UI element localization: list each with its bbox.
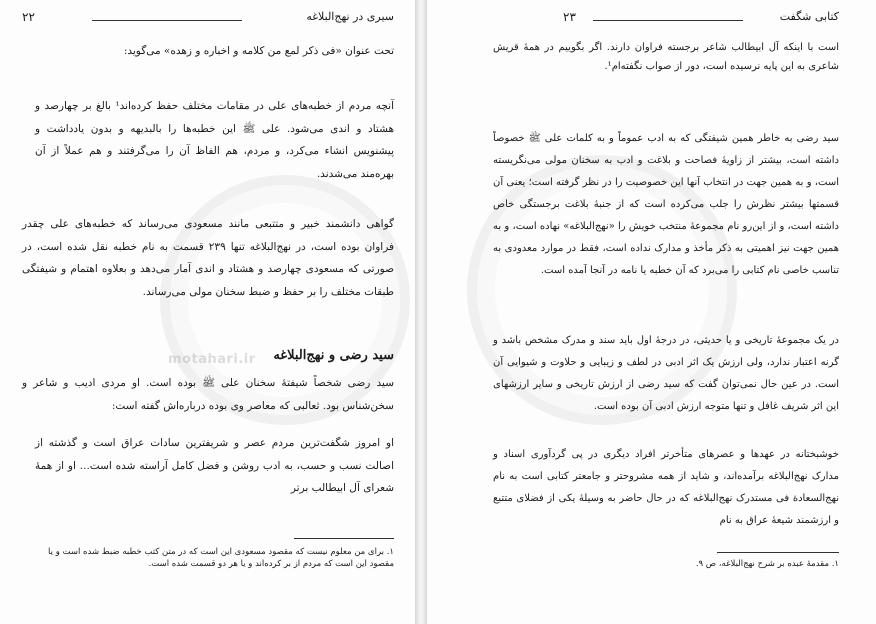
- paragraph-4: خوشبختانه در عهدها و عصرهای متأخرتر افراد دیگری در پی گردآوری اسناد و مدارک نهج‌البلاغه برآمده‌اند، و شاید از همه مشروحتر و جامعتر کتابی است به نام نهج‌السعادة فی مستدرک نهج‌البلاغه که در حال حاضر به وسیلهٔ یکی از فضلای متتبع و ارزشمند شیعهٔ عراق به نام: [493, 449, 839, 526]
- page-number: ۲۳: [563, 10, 576, 24]
- quote-masoudi: آنچه مردم از خطبه‌های علی در مقامات مختلف حفظ کرده‌اند¹ بالغ بر چهارصد و هشتاد و اندی می‌شود. علی ﷺ این خطبه‌ها را بالبدیهه و بدون یادداشت و پیشنویس انشاء می‌کرد، و مردم، هم الفاظ آن را می‌گرفتند و هم عملاً از آن بهره‌مند می‌شدند.: [35, 100, 395, 180]
- paragraph-masoudi: گواهی دانشمند خبیر و متتبعی مانند مسعودی می‌رساند که خطبه‌های علی چقدر فراوان بوده است، در نهج‌البلاغه تنها ۲۳۹ قسمت به نام خطبه نقل شده است، در صورتی که مسعودی چهارصد و هشتاد و اندی آمار می‌دهد و بعلاوه اهتمام و شیفتگی طبقات مختلف را بر حفظ و ضبط سخنان مولی می‌رساند.: [22, 218, 395, 298]
- paragraph-3: در یک مجموعهٔ تاریخی و یا حدیثی، در درجهٔ اول باید سند و مدرک مشخص باشد و گرنه اعتبار ندارد، ولی ارزش یک اثر ادبی در لطف و زیبایی و حلاوت و شیوایی آن است. در عین حال نمی‌توان گفت که سید رضی از ارزش تاریخی و سایر ارزشهای این اثر شریف غافل و تنها متوجه ارزش ادبی آن بوده است.: [493, 335, 839, 412]
- header-rule: [593, 20, 743, 21]
- running-title: سیری در نهج‌البلاغه: [306, 10, 394, 23]
- footnote-rule: [717, 552, 839, 553]
- paragraph-sayyid-razi: سید رضی شخصاً شیفتهٔ سخنان علی ﷺ بوده است. او مردی ادیب و شاعر و سخن‌شناس بود. ثعالبی که معاصر وی بوده درباره‌اش گفته است:: [22, 377, 394, 412]
- watermark-url: motahari.ir: [168, 352, 256, 367]
- paragraph-1: است با اینکه آل ابیطالب شاعر برجسته فراوان دارند. اگر بگوییم در همهٔ قریش شاعری به این پایه نرسیده است، دور از صواب نگفته‌ام¹.: [493, 42, 839, 72]
- page-number: ۲۲: [22, 10, 35, 24]
- footnote: ۱. مقدمهٔ عبده بر شرح نهج‌البلاغه، ص ۹.: [695, 559, 839, 569]
- header-rule: [92, 20, 242, 21]
- left-page-header: [22, 10, 394, 28]
- right-page: [427, 0, 876, 624]
- running-title: کتابی شگفت: [779, 10, 839, 23]
- left-page: [0, 0, 415, 624]
- footnote: ۱. برای من معلوم نیست که مقصود مسعودی این است که در متن کتب خطبه ضبط شده است و یا مقصود این است که مردم از بر کرده‌اند و یا هر دو قسمت شده است.: [48, 547, 394, 569]
- section-heading: سید رضی و نهج‌البلاغه: [273, 348, 394, 363]
- paragraph-2: سید رضی به خاطر همین شیفتگی که به ادب عموماً و به کلمات علی ﷺ خصوصاً داشته است، بیشتر از زاویهٔ فصاحت و بلاغت و ادب به سخنان مولی می‌نگریسته است، و به همین جهت در انتخاب آنها این خصوصیت را در نظر گرفته است؛ یعنی آن قسمتها بیشتر نظرش را جلب می‌کرده است که از جنبهٔ بلاغت برجستگی خاص داشته است، و از این‌رو نام مجموعهٔ منتخب خویش را «نهج‌البلاغه» نهاده است، و به همین جهت نیز اهمیتی به ذکر مأخذ و مدارک نداده است، فقط در موارد معدودی به تناسب خاصی نام کتابی را می‌برد که آن خطبه یا نامه در آنجا آمده است.: [493, 133, 839, 276]
- right-page-header: [493, 10, 839, 28]
- quote-thaalibi: او امروز شگفت‌ترین مردم عصر و شریفترین سادات عراق است و گذشته از اصالت نسب و حسب، به ادب روشن و فضل کامل آراسته شده است... او از همهٔ شعرای آل ابیطالب برتر: [35, 437, 394, 494]
- intro-line: تحت عنوان «فی ذکر لمع من کلامه و اخباره و زهده» می‌گوید:: [123, 45, 394, 57]
- book-gutter: [415, 0, 427, 624]
- footnote-rule: [294, 538, 394, 539]
